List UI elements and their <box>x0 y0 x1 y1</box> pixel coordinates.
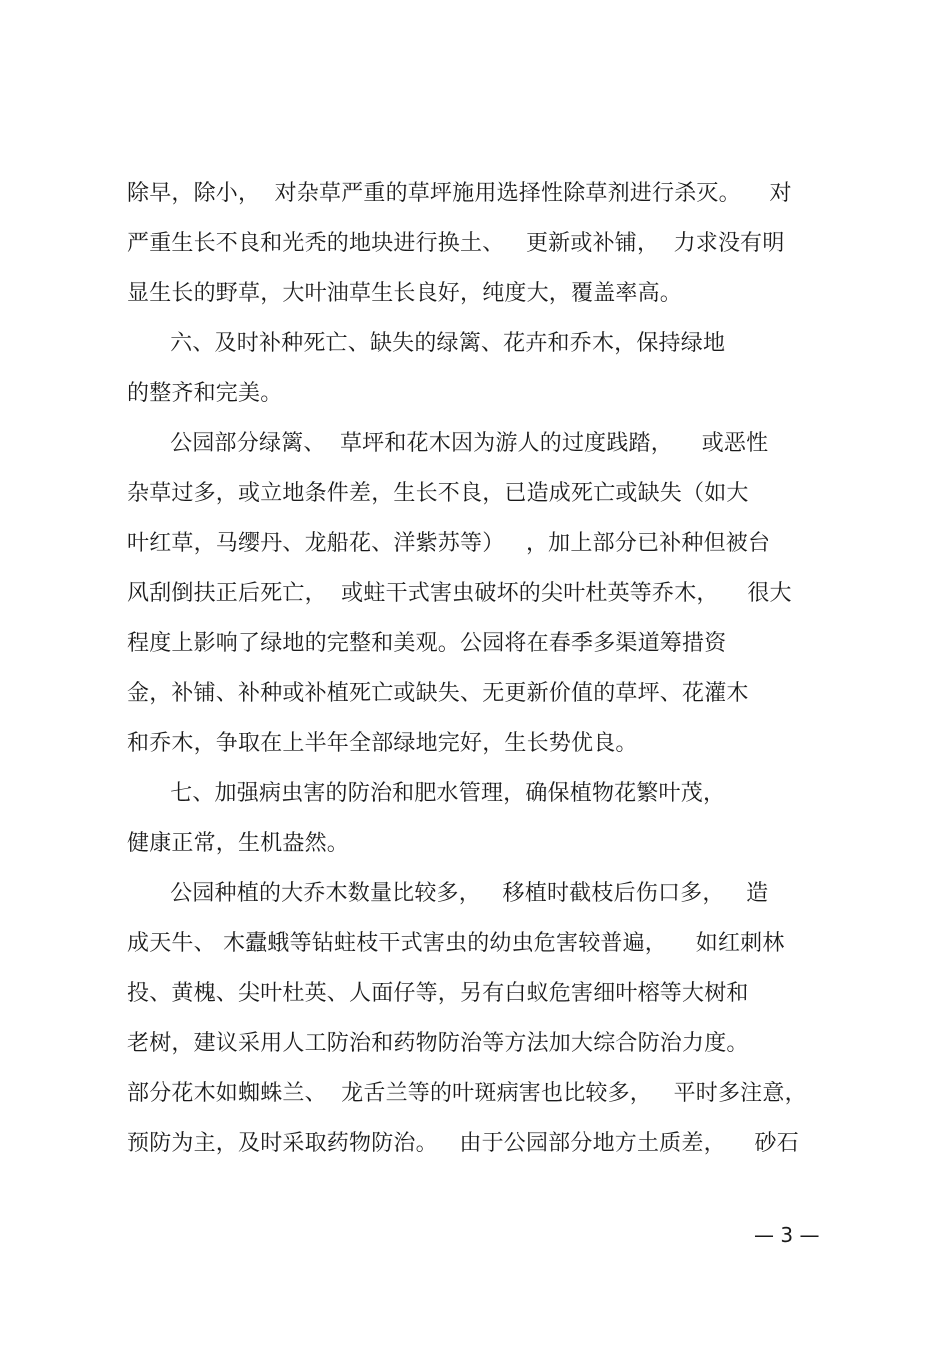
text-line-17: 投、黄槐、尖叶杜英、人面仔等，另有白蚁危害细叶榕等大树和 <box>127 981 749 1006</box>
text-line-4: 六、及时补种死亡、缺失的绿篱、花卉和乔木，保持绿地 <box>127 331 726 356</box>
text-line-10: 程度上影响了绿地的完整和美观。公园将在春季多渠道筹措资 <box>127 631 727 656</box>
text-line-12: 和乔木，争取在上半年全部绿地完好，生长势优良。 <box>127 731 638 756</box>
text-line-6: 公园部分绿篱、 草坪和花木因为游人的过度践踏， 或恶性 <box>127 431 769 456</box>
text-line-7: 杂草过多，或立地条件差，生长不良，已造成死亡或缺失（如大 <box>127 481 749 506</box>
text-line-14: 健康正常，生机盎然。 <box>127 831 350 856</box>
text-line-15: 公园种植的大乔木数量比较多， 移植时截枝后伤口多， 造 <box>127 881 769 906</box>
text-line-19: 部分花木如蜘蛛兰、 龙舌兰等的叶斑病害也比较多， 平时多注意， <box>127 1081 807 1106</box>
text-line-11: 金，补铺、补种或补植死亡或缺失、无更新价值的草坪、花灌木 <box>127 681 749 706</box>
text-line-16: 成天牛、 木蠹蛾等钻蛀枝干式害虫的幼虫危害较普遍， 如红刺林 <box>127 931 785 956</box>
text-line-3: 显生长的野草，大叶油草生长良好，纯度大，覆盖率高。 <box>127 281 683 306</box>
text-line-8: 叶红草，马缨丹、龙船花、洋紫苏等） ，加上部分已补种但被台 <box>127 531 771 556</box>
text-line-5: 的整齐和完美。 <box>127 381 283 406</box>
text-line-9: 风刮倒扶正后死亡， 或蛀干式害虫破坏的尖叶杜英等乔木， 很大 <box>127 581 792 606</box>
page-number: — 3 — <box>754 1223 820 1247</box>
text-line-2: 严重生长不良和光秃的地块进行换土、 更新或补铺， 力求没有明 <box>127 231 785 256</box>
text-line-18: 老树，建议采用人工防治和药物防治等方法加大综合防治力度。 <box>127 1031 749 1056</box>
text-line-1: 除早，除小， 对杂草严重的草坪施用选择性除草剂进行杀灭。 对 <box>127 181 792 206</box>
text-line-13: 七、加强病虫害的防治和肥水管理，确保植物花繁叶茂， <box>127 781 726 806</box>
text-line-20: 预防为主，及时采取药物防治。 由于公园部分地方土质差， 砂石 <box>127 1131 799 1156</box>
